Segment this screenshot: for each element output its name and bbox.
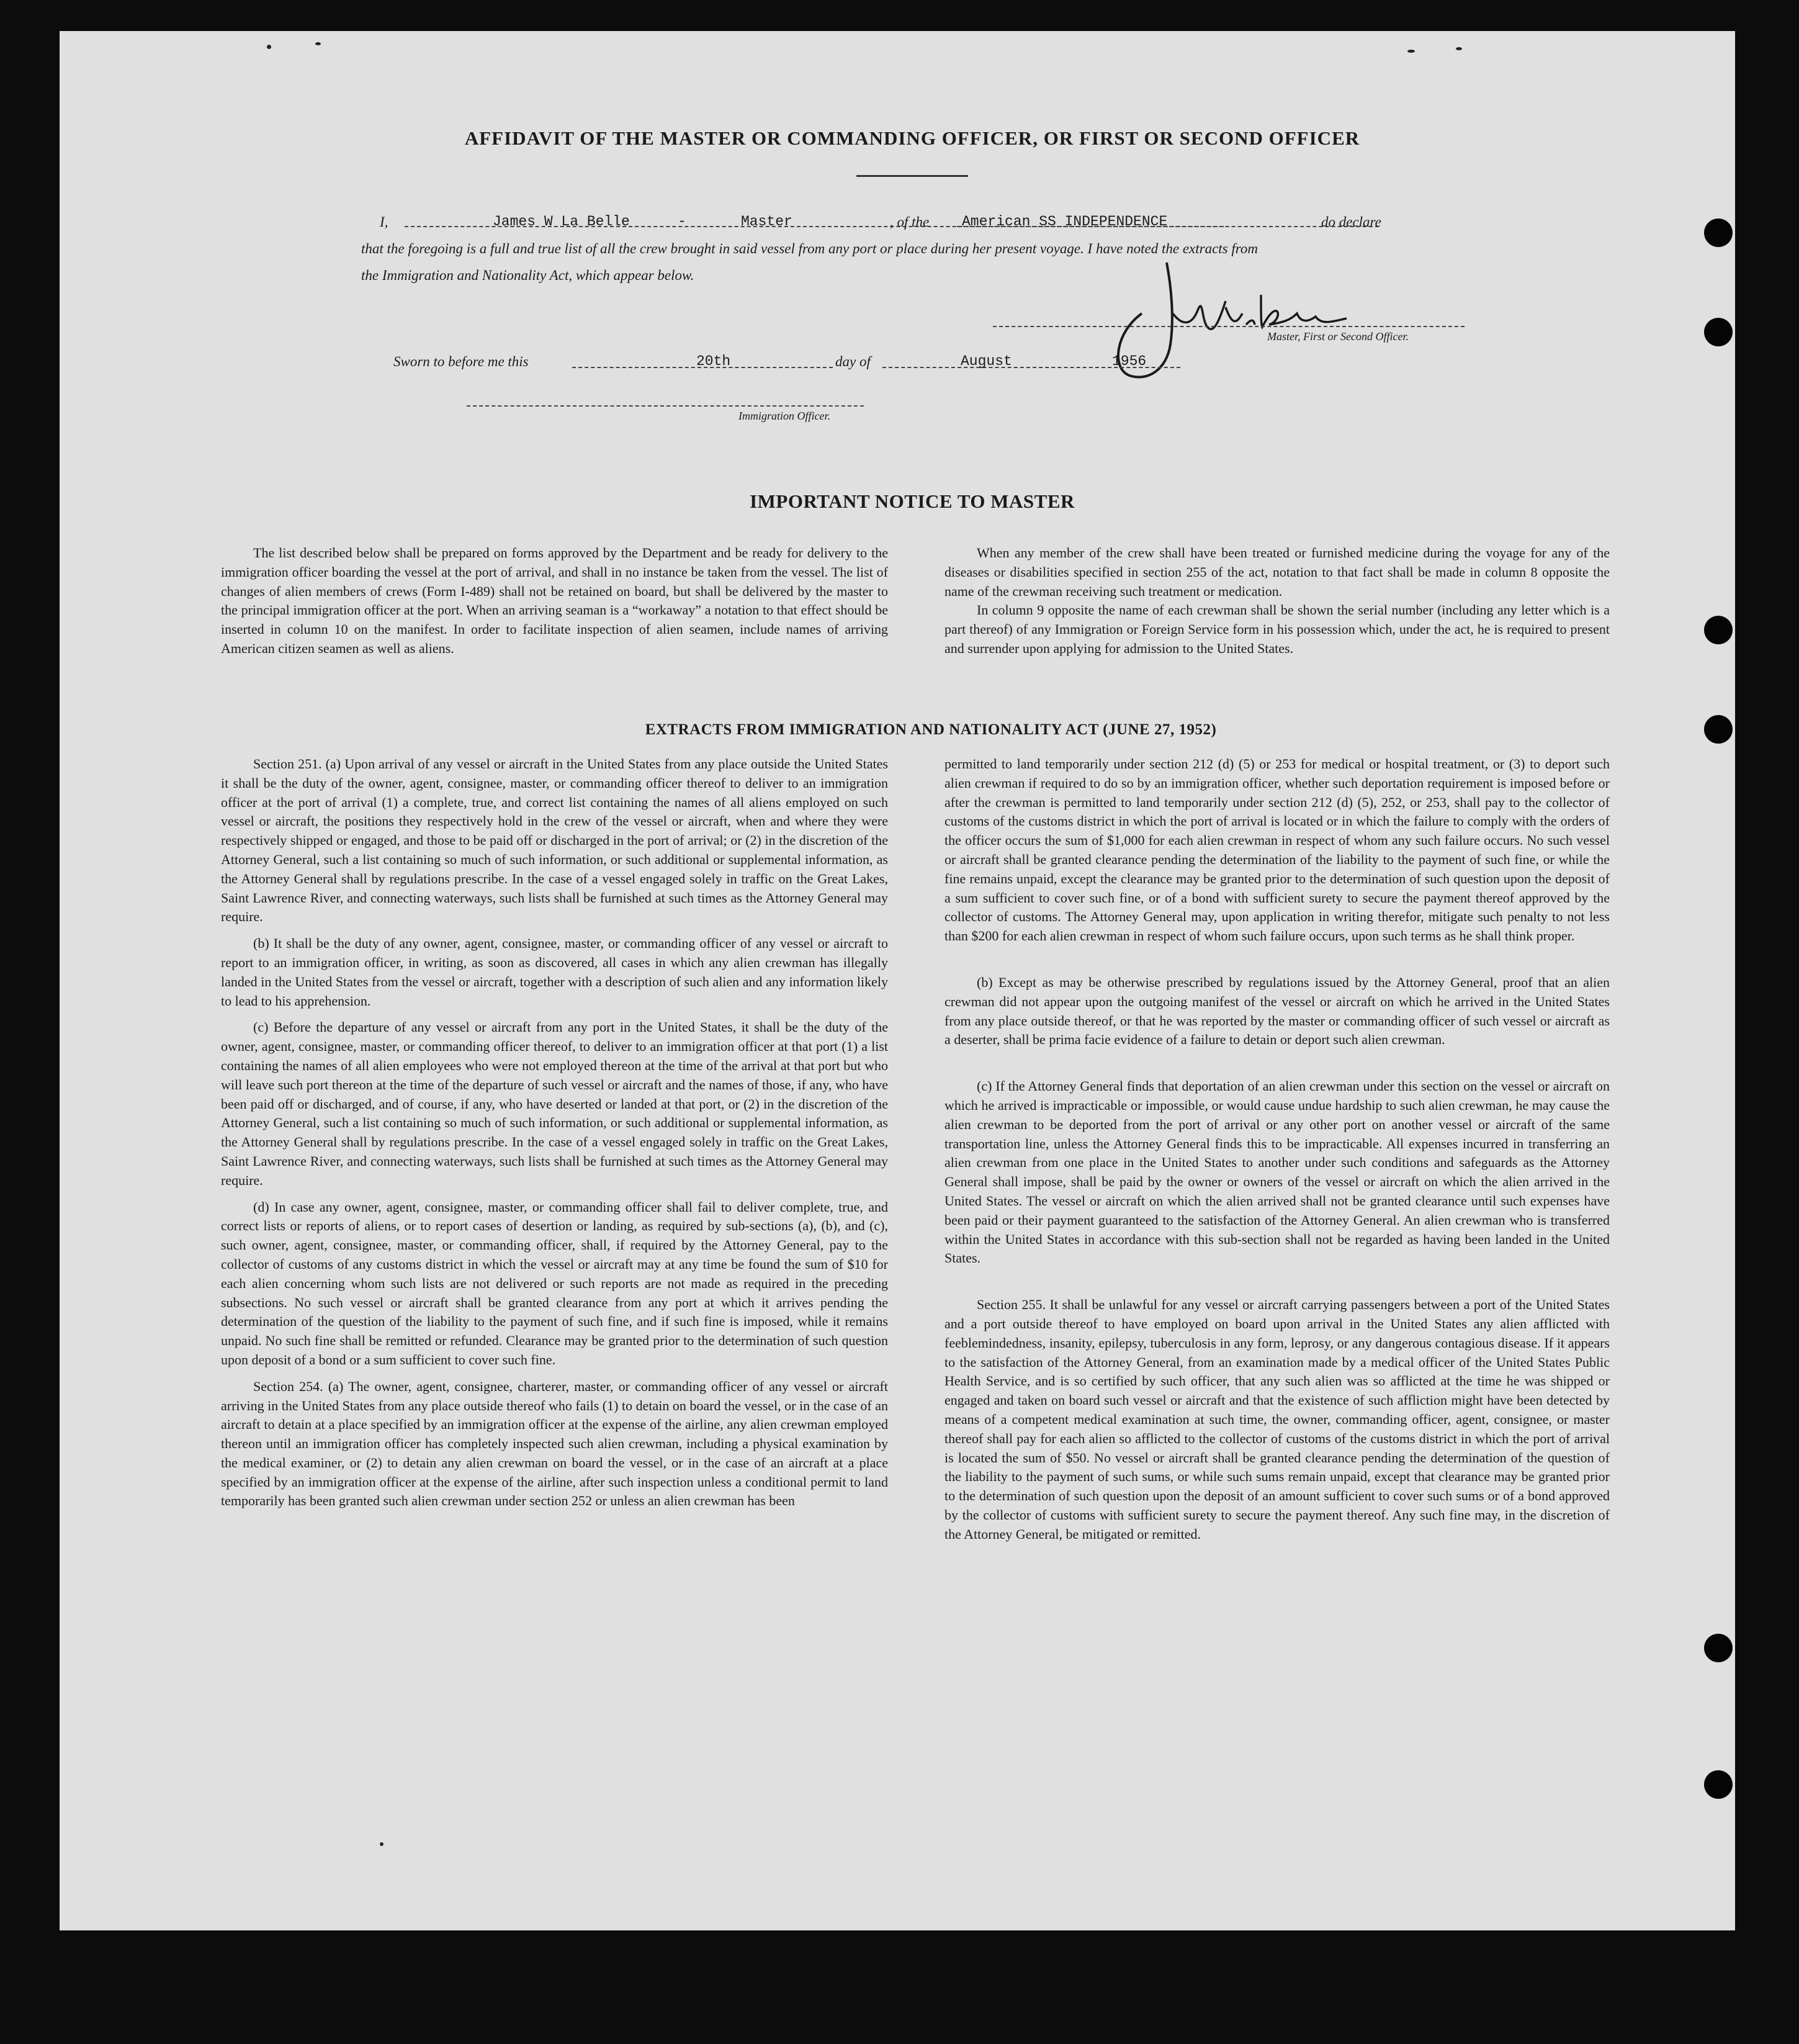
extract-section-254a: Section 254. (a) The owner, agent, consignee, charterer, master, or commanding officer of any vessel or aircraft arriving in the United States from any place outside thereof who fails (1) to detain on board the vessel, or in the case of an aircraft to detain at a place specified by an immigration officer at the expense of the airline, any alien crewman employed thereon until an immigration officer has completely inspected such alien crewman, including a physical examination by the medical examiner, or (2) to detain any alien crewman on board the vessel, or in the case of an aircraft at a place specified by an immigration officer at the expense of the airline, after such inspection unless a conditional permit to land temporarily has been granted such alien crewman under section 252 or unless an alien crewman has been [221,1378,888,1509]
sworn-month: August [961,353,1012,369]
notice-right-column [944,544,1610,659]
day-of-text: day of [835,354,871,369]
declaration-text-2: that the foregoing is a full and true list of all the crew brought in said vessel from any port or place during her present voyage. I have noted the extracts from [361,241,1258,256]
binder-hole [1704,715,1733,744]
declaration-text-3: the Immigration and Nationality Act, which appear below. [361,268,694,283]
sworn-block [393,348,1262,375]
sworn-day: 20th [696,353,731,369]
officer-signature-line [467,405,864,407]
paper-speck [1407,50,1415,53]
binder-hole [1704,318,1733,346]
extract-section-251a: Section 251. (a) Upon arrival of any vessel or aircraft in the United States from any place outside the United States it shall be the duty of the owner, agent, consignee, master, or commanding officer thereof to deliver to an immigration officer at the port of arrival (1) a complete, true, and correct list containing the names of all aliens employed on such vessel or aircraft, the positions they respectively hold in the crew of the vessel or aircraft, when and where they were respectively shipped or engaged, and those to be paid off or discharged in the port of arrival; or (2) in the discretion of the Attorney General, such a list containing so much of such information, or such additional or supplemental information, as the Attorney General shall by regulations prescribe. In the case of a vessel engaged solely in traffic on the Great Lakes, Saint Lawrence River, and connecting waterways, such lists shall be furnished at such times as the Attorney General may require. [221,756,888,925]
extract-section-254c: (c) If the Attorney General finds that deportation of an alien crewman under this section on the vessel or aircraft on which he arrived is impracticable or impossible, or would cause undue hardship to such alien crewman, he may cause the alien crewman to be deported from the port of arrival or any other port on another vessel or aircraft of the same transportation line, unless the Attorney General finds this to be impracticable. All expenses incurred in transferring an alien crewman from one place in the United States to another under such conditions and safeguards as the Attorney General shall impose, shall be paid by the owner or owners of the vessel or aircraft on which the alien arrived in the United States. The vessel or aircraft on which the alien arrived shall not be granted clearance until such expenses have been paid or their payment guaranteed to the satisfaction of the Attorney General. An alien crewman who is transferred within the United States in accordance with this sub-section shall not be regarded as having been landed in the United States. [944,1078,1610,1266]
extract-section-254b: (b) Except as may be otherwise prescribed by regulations issued by the Attorney General, proof that an alien crewman did not appear upon the outgoing manifest of the vessel or aircraft on which he arrived in the United States from any place outside thereof, or that he was reported by the master or commanding officer of such vessel or aircraft as a deserter, shall be prima facie evidence of a failure to detain or deport such alien crewman. [944,974,1610,1048]
notice-paragraph: In column 9 opposite the name of each crewman shall be shown the serial number (including any letter which is a part thereof) of any Immigration or Foreign Service form in his possession which, under the act, he is required to present and surrender upon applying for admission to the United States. [944,602,1610,656]
extract-section-251b: (b) It shall be the duty of any owner, agent, consignee, master, or commanding officer of any vessel or aircraft to report to an immigration officer, in writing, as soon as discovered, all cases in which any alien crewman has illegally landed in the United States from the vessel or aircraft, together with a description of such alien and any information likely to lead to his apprehension. [221,935,888,1009]
paper-speck [267,45,271,49]
do-declare-text: do declare [1321,214,1381,230]
of-the-text: , of the [890,214,930,230]
sworn-line [393,348,1262,375]
extract-section-254a-cont: permitted to land temporarily under section 212 (d) (5) or 253 for medical or hospital treatment, or (3) to deport such alien crewman if required to do so by an immigration officer, whether such deportation requirement is imposed before or after the crewman is permitted to land temporarily under section 212 (d) (5), 252, or 253, shall pay to the collector of customs of the customs district in which the port of arrival is located or in which the failure to comply with the orders of the officer occurs the sum of $1,000 for each alien crewman in respect of whom any such failure occurs. No such vessel or aircraft shall be granted clearance pending the determination of the liability to the payment of such fine, or while the fine remains unpaid, except the clearance may be granted prior to the determination of such question upon the deposit of a sum sufficient to cover such fine, or of a bond with sufficient surety to secure the payment thereof approved by the collector of customs. The Attorney General may, upon application in writing therefor, mitigate such penalty to not less than $200 for each alien crewman in respect of whom such failure occurs, upon such terms as he shall think proper. [944,756,1610,944]
notice-paragraph: The list described below shall be prepared on forms approved by the Department and be ready for delivery to the immigration officer boarding the vessel at the port of arrival, and shall in no instance be taken from the vessel. The list of changes of alien members of crews (Form I-489) shall not be retained on board, but shall be delivered by the master to the principal immigration officer at the port. When an arriving seaman is a “workaway” a notation to that effect should be inserted in column 10 on the manifest. In order to facilitate inspection of alien seamen, include names of arriving American citizen seamen as well as aliens. [221,545,888,656]
master-name: James W La Belle [493,214,630,230]
vessel-name: American SS INDEPENDENCE [962,214,1168,230]
affidavit-title: AFFIDAVIT OF THE MASTER OR COMMANDING OFFICER, OR FIRST OR SECOND OFFICER [464,127,1360,149]
declaration-prefix: I, [380,214,388,230]
binder-hole [1704,1770,1733,1799]
extract-section-251c: (c) Before the departure of any vessel or aircraft from any port in the United States, it shall be the duty of the owner, agent, consignee, master, or commanding officer thereof, to deliver to an immigration officer at that port (1) a list containing the names of all alien employees who were not employed thereon at the time of the arrival at that port but who will leave such port thereon at the time of the departure of such vessel or aircraft and the names of those, if any, who have been paid off or discharged, and of course, if any, who have deserted or landed at that port, or (2) in the discretion of the Attorney General, such a list containing so much of such information, or such additional or supplemental information, as the Attorney General shall by regulations prescribe. In the case of a vessel engaged solely in traffic on the Great Lakes, Saint Lawrence River, and connecting waterways, such lists shall be furnished at such times as the Attorney General may require. [221,1019,888,1188]
extracts-title: EXTRACTS FROM IMMIGRATION AND NATIONALITY ACT (JUNE 27, 1952) [645,721,1217,738]
declaration-line-1 [361,209,1466,235]
binder-hole [1704,1634,1733,1662]
extract-section-255: Section 255. It shall be unlawful for any vessel or aircraft carrying passengers between a port of the United States and a port outside thereof to have employed on board upon arrival in the United States any alien afflicted with feeblemindedness, insanity, epilepsy, tuberculosis in any form, leprosy, or any dangerous contagious disease. If it appears to the satisfaction of the Attorney General, from an examination made by a medical officer of the United States Public Health Service, and is so certified by such officer, that any such alien was so afflicted at the time he was shipped or engaged and taken on board such vessel or aircraft and that the existence of such affliction might have been detected by means of a competent medical examination at such time, the owner, commanding officer, agent, consignee, or master thereof shall pay for each alien so afflicted to the collector of customs of the customs district in which the port of arrival is located the sum of $50. No vessel or aircraft shall be granted clearance pending the determination of the question of the liability to the payment of such sums, or while such sums remain unpaid, except that clearance may be granted prior to the determination of such question upon the deposit of an amount sufficient to cover such sums or of a bond approved by the collector of customs with sufficient surety to secure the payment thereof. Any such fine may, in the discretion of the Attorney General, be mitigated or remitted. [944,1297,1610,1542]
paper-speck [380,1842,384,1846]
signature-label: Master, First or Second Officer. [1267,330,1409,343]
paper-speck [1456,47,1462,50]
binder-hole [1704,218,1733,247]
officer-label: Immigration Officer. [738,410,830,422]
signature-line [993,326,1465,327]
notice-left-column [221,544,888,659]
sworn-prefix: Sworn to before me this [393,354,529,369]
extract-section-251d: (d) In case any owner, agent, consignee, master, or commanding officer shall fail to deliver complete, true, and correct lists or reports of aliens, or to report cases of desertion or landing, as required by sub-sections (a), (b), and (c), such owner, agent, consignee, master, or commanding officer, shall, if required by the Attorney General, pay to the collector of customs of any customs district in which the vessel or aircraft may at any time be found the sum of $10 for each alien concerning whom such lists are not delivered or such reports are not made as required in the preceding subsections. No such vessel or aircraft shall be granted clearance from any port at which it arrives pending the determination of the question of the liability to the payment of such fine, and if such fine is imposed, while it remains unpaid. No such fine shall be remitted or refunded. Clearance may be granted prior to the determination of such question upon deposit of a bond or a sum sufficient to cover such fine. [221,1199,888,1367]
extracts-left-column [221,755,888,1511]
master-rank: Master [741,214,792,230]
binder-hole [1704,616,1733,644]
name-dash: - [678,214,686,230]
notice-paragraph: When any member of the crew shall have been treated or furnished medicine during the voyage for any of the diseases or disabilities specified in section 255 of the act, notation to that fact shall be made in column 8 opposite the name of the crewman receiving such treatment or medication. [944,545,1610,599]
notice-title: IMPORTANT NOTICE TO MASTER [750,490,1075,512]
extracts-right-column [944,755,1610,1544]
paper-speck [315,42,321,45]
sworn-year: 1956 [1112,353,1147,369]
title-underline [856,175,968,177]
